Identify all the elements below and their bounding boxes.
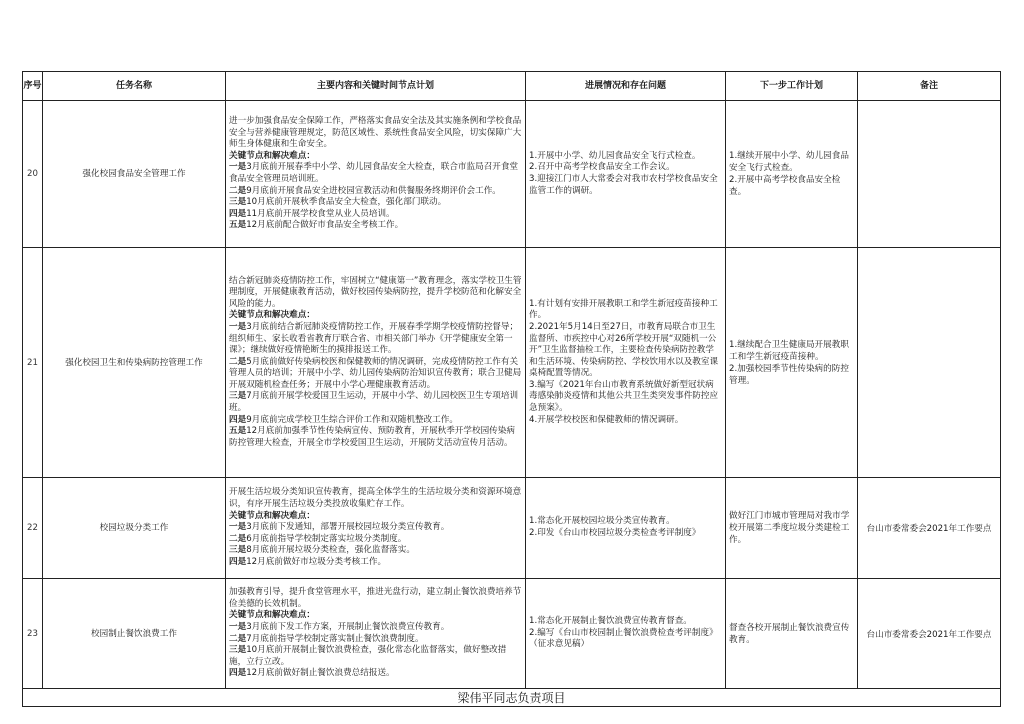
plan-item-text: 3月底前结合新冠肺炎疫情防控工作，开展春季学期学校疫情防控督导；组织师生、家长收看省教育厅联合省、市相关部门举办《开学健康安全第一课》；继续做好疫情艳断生的摸排报送工作。 bbox=[229, 321, 519, 356]
key-points-title: 关键节点和解决难点： bbox=[229, 610, 315, 621]
plan-item bbox=[229, 668, 522, 680]
note-cell bbox=[858, 101, 1001, 248]
table-row bbox=[23, 478, 1001, 579]
plan-intro: 结合新冠肺炎疫情防控工作，牢固树立“健康第一”教育理念，落实学校卫生管理制度，开展健康教育活动，做好校园传染病防控，提升学校防范和化解安全风险的能力。 bbox=[229, 275, 522, 309]
plan-cell bbox=[226, 101, 526, 248]
progress-item: 2.印发《台山市校园垃圾分类检查考评制度》 bbox=[529, 528, 701, 538]
col-header-number: 序号 bbox=[23, 72, 43, 101]
progress-item: 3.迎接江门市人大常委会对我市农村学校食品安全监管工作的调研。 bbox=[529, 174, 718, 196]
plan-item-lead: 二是 bbox=[229, 533, 247, 544]
plan-item bbox=[229, 220, 522, 232]
plan-item-text: 11月底前开展学校食堂从业人员培训。 bbox=[246, 208, 395, 219]
plan-item-lead: 一是 bbox=[229, 621, 247, 632]
table-row bbox=[23, 248, 1001, 478]
next-item: 做好江门市城市管理局对我市学校开展第二季度垃圾分类建检工作。 bbox=[729, 511, 850, 545]
progress-cell bbox=[526, 579, 726, 689]
row-number: 20 bbox=[23, 101, 43, 248]
note-cell: 台山市委常委会2021年工作要点 bbox=[858, 579, 1001, 689]
plan-item-lead: 二是 bbox=[229, 356, 247, 367]
plan-item bbox=[229, 557, 522, 569]
plan-item-lead: 三是 bbox=[229, 197, 247, 208]
plan-item-text: 12月底前做好市垃圾分类考核工作。 bbox=[246, 556, 387, 567]
plan-item bbox=[229, 186, 522, 198]
next-cell bbox=[726, 478, 858, 579]
table-row bbox=[23, 579, 1001, 689]
next-item: 1.继续开展中小学、幼儿园食品安全飞行式检查。 bbox=[729, 151, 849, 173]
key-points-title: 关键节点和解决难点： bbox=[229, 310, 315, 321]
plan-item-lead: 四是 bbox=[229, 414, 247, 425]
next-item: 2.加强校园季节性传染病的防控管理。 bbox=[729, 363, 849, 386]
progress-cell bbox=[526, 101, 726, 248]
col-header-plan: 主要内容和关键时间节点计划 bbox=[226, 72, 526, 101]
plan-item-lead: 四是 bbox=[229, 208, 247, 219]
progress-item: 2.召开中高考学校食品安全工作会议。 bbox=[529, 162, 675, 173]
progress-item: 2.编写《台山市校园制止餐饮浪费检查考评制度》（征求意见稿） bbox=[529, 627, 718, 650]
plan-item-text: 8月底前开展垃圾分类检查，强化监督落实。 bbox=[246, 545, 415, 556]
plan-item bbox=[229, 634, 522, 646]
plan-item-lead: 五是 bbox=[229, 220, 247, 231]
plan-item bbox=[229, 534, 522, 546]
plan-item-lead: 五是 bbox=[229, 426, 247, 437]
col-header-next: 下一步工作计划 bbox=[726, 72, 858, 101]
note-cell bbox=[858, 248, 1001, 478]
progress-item: 1.常态化开展制止餐饮浪费宣传教育督查。 bbox=[529, 616, 692, 627]
progress-item: 3.编写《2021年台山市教育系统做好新型冠状病毒感染肺炎疫情和其他公共卫生类突发事件防控应急预案》。 bbox=[529, 379, 719, 414]
col-header-progress: 进展情况和存在问题 bbox=[526, 72, 726, 101]
plan-item-lead: 二是 bbox=[229, 185, 247, 196]
progress-item: 1.常态化开展校园垃圾分类宣传教育。 bbox=[529, 516, 675, 527]
plan-item-text: 10月底前开展制止餐饮浪费检查，强化常态化监督落实，做好整改措施，立行立改。 bbox=[229, 645, 507, 667]
plan-intro: 开展生活垃圾分类知识宣传教育，提高全体学生的生活垃圾分类和资源环境意识，有序开展生活垃圾分类投放收集贮存工作。 bbox=[229, 487, 522, 510]
plan-item-text: 3月底前开展春季中小学、幼儿园食品安全大检查，联合市监局召开食堂食品安全管理员培训班。 bbox=[229, 162, 519, 184]
col-header-task: 任务名称 bbox=[43, 72, 226, 101]
task-name: 校园垃圾分类工作 bbox=[43, 478, 226, 579]
plan-item-text: 6月底前指导学校制定落实垃圾分类制度。 bbox=[246, 533, 407, 544]
plan-intro: 进一步加强食品安全保障工作，严格落实食品安全法及其实施条例和学校食品安全与营养健康管理规定，防范区域性、系统性食品安全风险，切实保障广大师生身体健康和生命安全。 bbox=[229, 116, 522, 150]
plan-item-text: 7月底前开展学校爱国卫生运动，开展中小学、幼儿园校医卫生专项培训班。 bbox=[229, 391, 519, 414]
plan-item bbox=[229, 545, 522, 557]
plan-item-text: 9月底前完成学校卫生综合评价工作和双随机整改工作。 bbox=[246, 414, 458, 425]
plan-item bbox=[229, 426, 522, 449]
next-cell bbox=[726, 248, 858, 478]
progress-cell bbox=[526, 248, 726, 478]
progress-item: 1.开展中小学、幼儿园食品安全飞行式检查。 bbox=[529, 150, 701, 161]
plan-item-text: 9月底前开展食品安全进校园宣教活动和供餐服务终期评价会工作。 bbox=[246, 185, 501, 196]
progress-item: 1.有计划有安排开展教职工和学生新冠疫苗接种工作。 bbox=[529, 298, 718, 321]
plan-cell bbox=[226, 248, 526, 478]
plan-item bbox=[229, 391, 522, 414]
progress-item: 4.开展学校校医和保健教师的情况调研。 bbox=[529, 414, 684, 425]
responsible-person-footer: 梁伟平同志负责项目 bbox=[23, 689, 1001, 707]
plan-item-text: 12月底前加强季节性传染病宣传、预防教育，开展秋季开学校园传染病防控管理大检查，开展全市学校爱国卫生运动，开展防艾活动宣传月活动。 bbox=[229, 426, 515, 448]
plan-item-lead: 四是 bbox=[229, 556, 247, 567]
task-name: 强化校园卫生和传染病防控管理工作 bbox=[43, 248, 226, 478]
table-row bbox=[23, 101, 1001, 248]
plan-cell bbox=[226, 579, 526, 689]
col-header-note: 备注 bbox=[858, 72, 1001, 101]
plan-item-lead: 三是 bbox=[229, 545, 247, 556]
progress-item: 2.2021年5月14日至27日，市教育局联合市卫生监督所、市疾控中心对26所学校开展“双随机一公开”卫生监督抽检工作，主要检查传染病防控教学和生活环境、传染病防控、学校饮用水以及教室课桌椅配置等情况。 bbox=[529, 321, 719, 379]
task-name: 强化校园食品安全管理工作 bbox=[43, 101, 226, 248]
plan-item-text: 7月底前指导学校制定落实制止餐饮浪费制度。 bbox=[246, 633, 424, 644]
key-points-title: 关键节点和解决难点： bbox=[229, 150, 315, 161]
plan-item-lead: 四是 bbox=[229, 668, 247, 679]
plan-item bbox=[229, 415, 522, 427]
plan-cell bbox=[226, 478, 526, 579]
key-points-title: 关键节点和解决难点： bbox=[229, 510, 315, 521]
plan-item bbox=[229, 162, 522, 185]
row-number: 21 bbox=[23, 248, 43, 478]
progress-cell bbox=[526, 478, 726, 579]
plan-item bbox=[229, 645, 522, 668]
plan-item-text: 10月底前开展秋季食品安全大检查，强化部门联动。 bbox=[246, 197, 447, 208]
plan-item-text: 3月底前下发工作方案，开展制止餐饮浪费宣传教育。 bbox=[246, 621, 450, 632]
row-number: 23 bbox=[23, 579, 43, 689]
next-item: 1.继续配合卫生健康局开展教职工和学生新冠疫苗接种。 bbox=[729, 339, 849, 362]
footer-row bbox=[23, 689, 1001, 707]
plan-item-lead: 一是 bbox=[229, 162, 247, 173]
row-number: 22 bbox=[23, 478, 43, 579]
plan-intro: 加强教育引导，提升食堂管理水平，推进光盘行动，建立制止餐饮浪费培养节俭美德的长效机制。 bbox=[229, 587, 522, 609]
next-cell bbox=[726, 579, 858, 689]
plan-item bbox=[229, 522, 522, 534]
note-cell: 台山市委常委会2021年工作要点 bbox=[858, 478, 1001, 579]
plan-item-text: 3月底前下发通知，部署开展校园垃圾分类宣传教育。 bbox=[246, 522, 450, 533]
plan-item bbox=[229, 357, 522, 392]
task-name: 校园制止餐饮浪费工作 bbox=[43, 579, 226, 689]
plan-item-text: 12月底前做好制止餐饮浪费总结报送。 bbox=[246, 668, 395, 679]
plan-item-text: 5月底前做好传染病校医和保健教师的情况调研，完成疫情防控工作有关管理人员的培训；开展中小学、幼儿园传染病防治知识宣传教育；联合卫健局开展双随机检查任务；开展中小学心理健康教育活动。 bbox=[229, 356, 522, 390]
task-table bbox=[22, 71, 1001, 707]
next-item: 2.开展中高考学校食品安全检查。 bbox=[729, 175, 841, 197]
next-item: 督查各校开展制止餐饮浪费宣传教育。 bbox=[729, 622, 850, 645]
plan-item-lead: 三是 bbox=[229, 391, 247, 402]
plan-item-text: 12月底前配合做好市食品安全考核工作。 bbox=[246, 220, 404, 231]
plan-item-lead: 二是 bbox=[229, 633, 247, 644]
plan-item bbox=[229, 197, 522, 209]
plan-item bbox=[229, 322, 522, 357]
plan-item-lead: 一是 bbox=[229, 522, 247, 533]
plan-item bbox=[229, 622, 522, 634]
next-cell bbox=[726, 101, 858, 248]
plan-item-lead: 一是 bbox=[229, 321, 247, 332]
plan-item bbox=[229, 209, 522, 221]
plan-item-lead: 三是 bbox=[229, 645, 247, 656]
header-row bbox=[23, 72, 1001, 101]
